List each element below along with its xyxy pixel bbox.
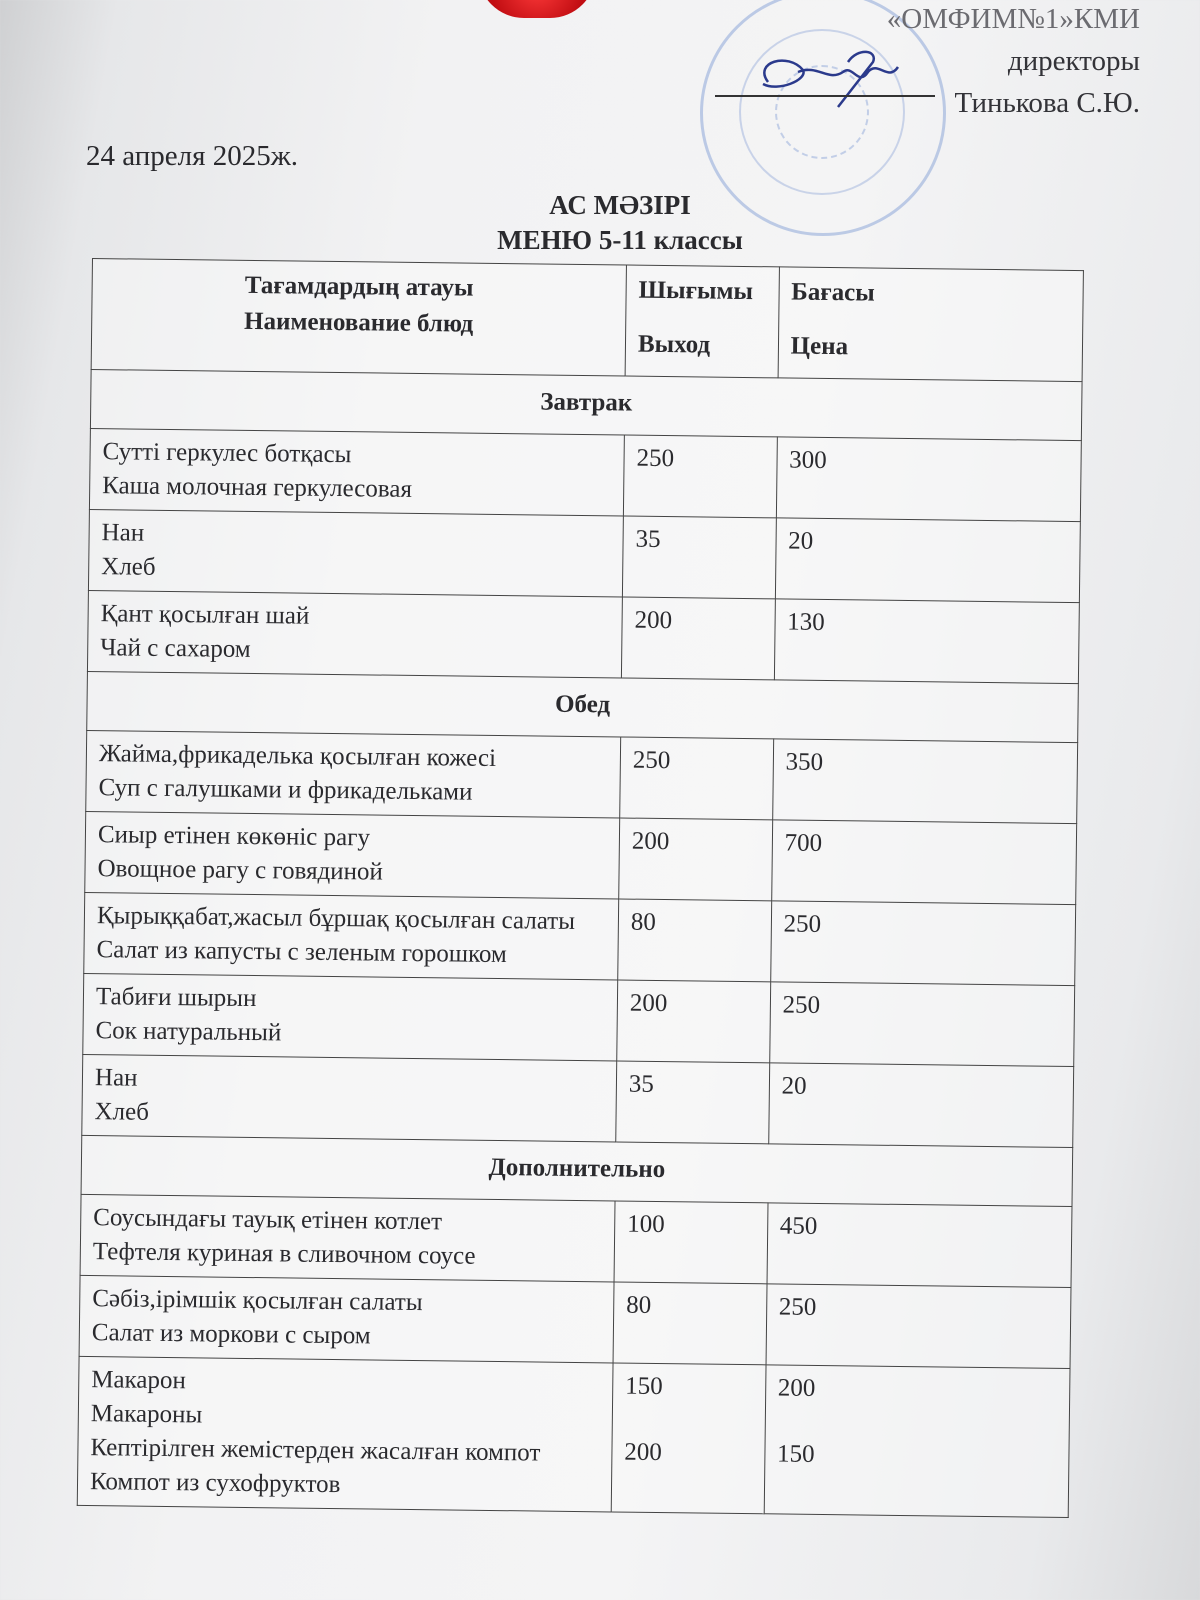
organization-name: «ОМФИМ№1»КМИ xyxy=(886,3,1140,35)
dish-yield: 100 xyxy=(614,1201,768,1284)
dish-yield: 80 xyxy=(618,899,772,982)
dish-price: 20 xyxy=(775,518,1080,603)
menu-title-ru: МЕНЮ 5-11 классы xyxy=(497,225,743,255)
table-row xyxy=(82,1054,1074,1147)
header-dish-name: Тағамдардың атауы Наименование блюд xyxy=(91,259,626,377)
dish-price: 250 xyxy=(766,1284,1071,1369)
table-row xyxy=(77,1356,1070,1517)
header-yield: Шығымы Выход xyxy=(625,265,779,378)
table-row xyxy=(88,509,1080,602)
menu-title-kz: АС МӘЗІРІ xyxy=(549,190,691,220)
dish-yield: 250 xyxy=(620,737,774,820)
dish-name: Соусындағы тауық етінен котлет Тефтеля куриная в сливочном соусе xyxy=(80,1194,615,1282)
dish-yield: 150 200 xyxy=(611,1363,766,1514)
dish-name: Жайма,фрикаделька қосылған кожесі Суп с галушками и фрикадельками xyxy=(86,730,621,818)
dish-price: 130 xyxy=(774,599,1079,684)
dish-yield: 200 xyxy=(619,818,773,901)
dish-yield: 250 xyxy=(623,435,777,518)
dish-yield: 80 xyxy=(613,1282,767,1365)
dish-name: Сутті геркулес ботқасы Каша молочная геркулесовая xyxy=(89,428,624,516)
table-row xyxy=(79,1275,1071,1368)
dish-name: Сәбіз,ірімшік қосылған салаты Салат из моркови с сыром xyxy=(79,1275,614,1363)
dish-yield: 200 xyxy=(617,980,771,1063)
table-header-row xyxy=(91,259,1083,382)
dish-name: Табиғи шырын Сок натуральный xyxy=(83,973,618,1061)
director-signature xyxy=(748,42,918,112)
dish-price: 700 xyxy=(771,820,1076,905)
dish-yield: 200 xyxy=(621,597,775,680)
dish-price: 450 xyxy=(767,1203,1072,1288)
dish-yield: 35 xyxy=(616,1061,770,1144)
dish-price: 250 xyxy=(769,982,1074,1067)
dish-price: 200 150 xyxy=(764,1365,1070,1518)
table-row xyxy=(84,892,1076,985)
dish-name: Макарон Макароны Кептірілген жемістерден жасалған компот Компот из сухофруктов xyxy=(77,1356,613,1512)
dish-name: Қырыққабат,жасыл бұршақ қосылған салаты Салат из капусты с зеленым горошком xyxy=(84,892,619,980)
red-pushpin xyxy=(478,0,596,18)
dish-price: 300 xyxy=(776,437,1081,522)
table-row xyxy=(85,811,1077,904)
header-price: Бағасы Цена xyxy=(778,267,1084,382)
approval-block xyxy=(887,0,1140,124)
dish-name: Қант қосылған шай Чай с сахаром xyxy=(87,590,622,678)
dish-name: Сиыр етінен көкөніс рагу Овощное рагу с говядиной xyxy=(85,811,620,899)
section-title-lunch: Обед xyxy=(87,671,1079,742)
director-name: Тинькова С.Ю. xyxy=(954,87,1140,119)
director-position: директоры xyxy=(1007,45,1140,77)
dish-price: 20 xyxy=(768,1063,1073,1148)
table-row xyxy=(83,973,1075,1066)
menu-date: 24 апреля 2025ж. xyxy=(86,140,298,172)
section-title-breakfast: Завтрак xyxy=(90,369,1082,440)
dish-price: 350 xyxy=(772,739,1077,824)
section-title-additional: Дополнительно xyxy=(81,1135,1073,1206)
menu-table xyxy=(77,258,1084,1518)
table-row xyxy=(86,730,1078,823)
table-row xyxy=(87,590,1079,683)
dish-name: Нан Хлеб xyxy=(88,509,623,597)
dish-yield: 35 xyxy=(622,516,776,599)
table-row xyxy=(89,428,1081,521)
dish-name: Нан Хлеб xyxy=(82,1054,617,1142)
dish-price: 250 xyxy=(770,901,1075,986)
signature-line xyxy=(715,95,935,97)
table-row xyxy=(80,1194,1072,1287)
